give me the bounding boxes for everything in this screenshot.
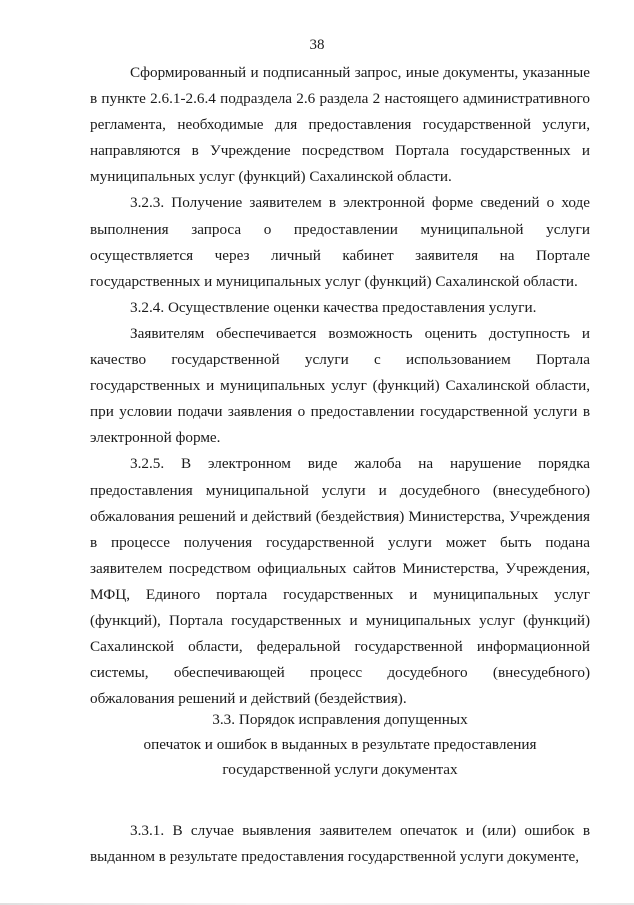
paragraph-quality-assessment: Заявителям обеспечивается возможность оценить доступность и качество государственной услуги с использованием Портала государственных и муниципальных услуг (функций) Сахалинской области, при условии подачи заявления о предоставлении государственной услуги в электронной форме. — [90, 324, 590, 447]
heading-line: 3.3. Порядок исправления допущенных — [212, 711, 468, 728]
heading-line: государственной услуги документах — [222, 761, 458, 778]
paragraph-3-2-5: 3.2.5. В электронном виде жалоба на нарушение порядка предоставления муниципальной услуги и досудебного (внесудебного) обжалования решений и действий (бездействия) Министерства, Учреждения в процессе получения государственной услуги может быть подана заявителем посредством официальных сайтов Министерства, Учреждения, МФЦ, Единого портала государственных и муниципальных услуг (функций), Портала государственных и муниципальных услуг (функций) Сахалинской области, федеральной государственной информационной системы, обеспечивающей процесс досудебного (внесудебного) обжалования решений и действий (бездействия). — [90, 455, 590, 708]
paragraph-request-submission: Сформированный и подписанный запрос, иные документы, указанные в пункте 2.6.1-2.6.4 подраздела 2.6 раздела 2 настоящего административного регламента, необходимые для предоставления государственной услуги, направляются в Учреждение посредством Портала государственных и муниципальных услуг (функций) Сахалинской области. — [90, 64, 590, 186]
body-text-continued — [90, 818, 590, 870]
body-text — [90, 60, 590, 712]
paragraph-3-2-4: 3.2.4. Осуществление оценки качества предоставления услуги. — [130, 298, 537, 316]
paragraph-3-3-1: 3.3.1. В случае выявления заявителем опечаток и (или) ошибок в выданном в результате предоставления государственной услуги документе, — [90, 822, 590, 866]
heading-line: опечаток и ошибок в выданных в результате предоставления — [143, 736, 537, 753]
paragraph-3-2-3: 3.2.3. Получение заявителем в электронной форме сведений о ходе выполнения запроса о предоставлении муниципальной услуги осуществляется через личный кабинет заявителя на Портале государственных и муниципальных услуг (функций) Сахалинской области. — [90, 194, 590, 290]
section-heading-3-3 — [90, 707, 590, 782]
page-number: 38 — [309, 37, 325, 53]
